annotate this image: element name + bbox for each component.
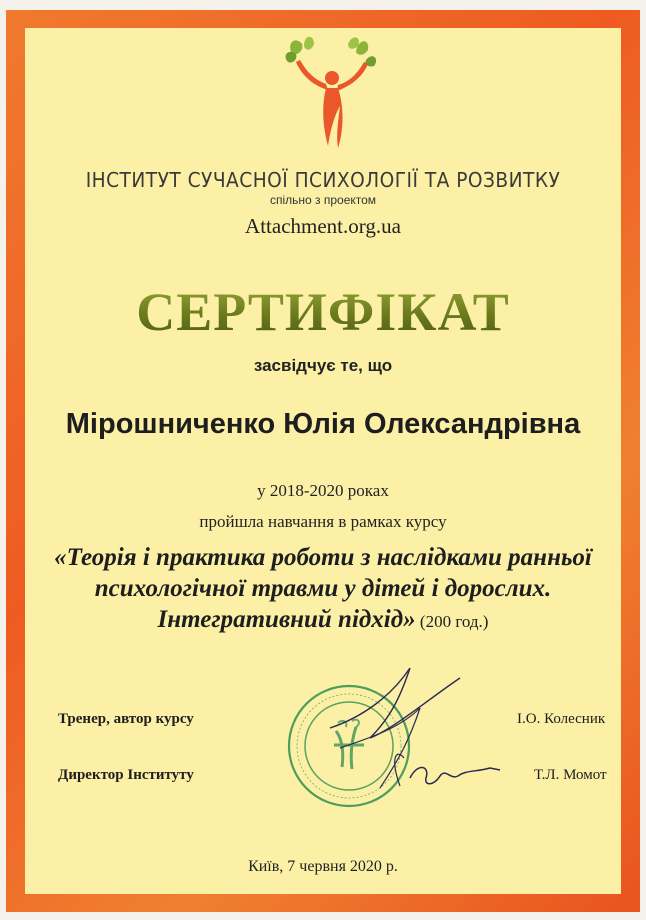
course-line-3-wrapper xyxy=(0,604,646,637)
institute-name: ІНСТИТУТ СУЧАСНОЇ ПСИХОЛОГІЇ ТА РОЗВИТКУ xyxy=(85,168,561,192)
signatory-name-director: Т.Л. Момот xyxy=(534,767,607,783)
course-line-1: «Теорія і практика роботи з наслідками ранньої xyxy=(54,544,592,571)
course-hours: (200 год.) xyxy=(415,612,489,631)
signatory-role-director: Директор Інституту xyxy=(58,767,194,783)
period-text: у 2018-2020 роках xyxy=(257,481,389,500)
website-text: Attachment.org.ua xyxy=(245,214,401,238)
signature-icon xyxy=(300,658,530,808)
signatory-role-trainer: Тренер, автор курсу xyxy=(58,711,194,727)
completion-text: пройшла навчання в рамках курсу xyxy=(199,512,447,531)
course-line-3: Інтегративний підхід» xyxy=(157,606,416,633)
joint-project-label: спільно з проектом xyxy=(269,193,377,207)
person-with-leaves-logo-icon xyxy=(282,32,382,150)
recipient-name: Мірошниченко Юлія Олександрівна xyxy=(65,408,581,440)
course-line-2: психологічної травми у дітей і дорослих. xyxy=(94,575,552,602)
signatory-name-trainer: І.О. Колесник xyxy=(517,711,606,727)
certifies-text: засвідчує те, що xyxy=(253,356,393,375)
course-title xyxy=(0,542,646,637)
certificate-title: СЕРТИФІКАТ xyxy=(0,281,646,343)
place-and-date: Київ, 7 червня 2020 р. xyxy=(248,858,398,875)
